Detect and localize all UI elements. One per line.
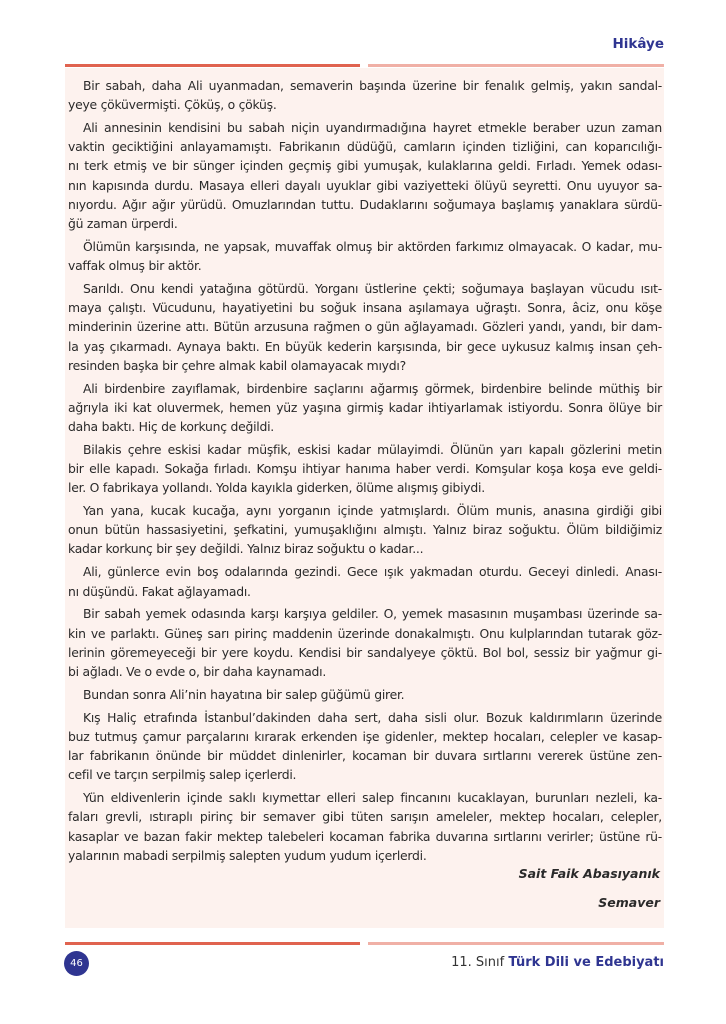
paragraph bbox=[68, 279, 662, 375]
paragraph bbox=[68, 501, 662, 559]
text-line: cefil ve tarçın serpilmiş salep içerlerdi. bbox=[68, 767, 297, 783]
text-line: yeye çöküvermişti. Çöküş, o çöküş. bbox=[68, 97, 277, 113]
text-line: lar fabrikanın önünde bir müddet dinlenirler, kocaman bir duvara sırtlarını vererek üstüne zen- bbox=[68, 748, 662, 764]
header-rule-pink bbox=[368, 64, 664, 67]
text-line: yalarının mabadi serpilmiş salepten yudum yudum içerlerdi. bbox=[68, 847, 427, 863]
text-line: Yün eldivenlerin içinde saklı kıymettar elleri salep fincanını kucaklayan, burunları nezleli, ka- bbox=[83, 790, 662, 806]
story-text bbox=[68, 76, 662, 869]
text-line: Ali, günlerce evin boş odalarında gezindi. Gece ışık yakmadan oturdu. Geceyi dinledi. Anası- bbox=[83, 564, 662, 580]
paragraph bbox=[68, 76, 662, 114]
paragraph bbox=[68, 379, 662, 437]
author-name: Sait Faik Abasıyanık bbox=[518, 866, 660, 881]
text-line: kadar korkunç bir şey değildi. Yalnız biraz soğuktu o kadar... bbox=[68, 541, 424, 557]
paragraph bbox=[68, 604, 662, 681]
text-line: Bir sabah yemek odasında karşı karşıya geldiler. O, yemek masasının muşambası üzerinde sa- bbox=[83, 606, 662, 622]
paragraph bbox=[68, 440, 662, 498]
text-line: maya çalıştı. Vücudunu, hayatiyetini bu soğuk insana aşılamaya uğraştı. Sonra, âciz, onu köşe bbox=[68, 300, 662, 316]
text-line: minderinin üzerine attı. Bütün arzusuna rağmen o gün ağlayamadı. Gözleri yandı, yandı, bir dam- bbox=[68, 319, 662, 335]
footer-rule-pink bbox=[368, 942, 664, 945]
text-line: kin ve parlaktı. Güneş sarı pirinç maddenin üzerinde donakalmıştı. Onu kulplarından tutarak göz- bbox=[68, 625, 662, 641]
paragraph bbox=[68, 708, 662, 785]
text-line: vaktin geciktiğini anlayamamıştı. Fabrikanın düdüğü, camların içinden tizliğini, can koparıcılığı- bbox=[68, 139, 662, 155]
text-line: nı düşündü. Fakat ağlayamadı. bbox=[68, 583, 251, 599]
text-line: Yan yana, kucak kucağa, aynı yorganın içinde yatmışlardı. Ölüm munis, anasına girdiği gibi bbox=[83, 503, 662, 519]
text-line: ağrıyla iki kat oluvermek, hemen yüz yaşına girmiş kadar ihtiyarlamak istiyordu. Sonra ölüye bir bbox=[68, 399, 662, 415]
paragraph bbox=[68, 237, 662, 275]
text-line: nın kapısında durdu. Masaya elleri dayalı uyuklar gibi vaziyetteki ölüyü seyretti. Onu uyuyor sa- bbox=[68, 177, 662, 193]
text-line: Ölümün karşısında, ne yapsak, muvaffak olmuş bir aktörden farkımız olmayacak. O kadar, mu- bbox=[83, 238, 662, 254]
text-line: Ali annesinin kendisini bu sabah niçin uyandırmadığına hayret etmekle beraber uzun zaman bbox=[83, 120, 662, 136]
text-line: faları grevli, ıstıraplı pirinç bir semaver gibi tüten sarışın ameleler, mektep hocaları, celepler, bbox=[68, 809, 662, 825]
header-rule-red bbox=[65, 64, 360, 67]
text-line: Ali birdenbire zayıflamak, birdenbire saçlarını ağarmış görmek, birdenbire belinde müthiş bir bbox=[83, 380, 662, 396]
text-line: buz tutmuş çamur parçalarını kırarak erkenden işe gidenler, mektep hocaları, celepler ve kasap- bbox=[68, 728, 662, 744]
paragraph bbox=[68, 685, 662, 704]
text-line: onun bütün hassasiyetini, şefkatini, yumuşaklığını almıştı. Yalnız biraz soğuktu. Ölüm bildiğimiz bbox=[68, 522, 662, 538]
text-line: nı terk etmiş ve bir sünger içinden geçmiş gibi yumuşak, kulaklarına geldi. Fırladı. Yemek odası- bbox=[68, 158, 662, 174]
text-line: Bilakis çehre eskisi kadar müşfik, eskisi kadar mülayimdi. Ölünün yarı kapalı gözlerini metin bbox=[83, 441, 662, 457]
text-line: vaffak olmuş bir aktör. bbox=[68, 258, 202, 274]
paragraph bbox=[68, 562, 662, 600]
footer-title bbox=[451, 955, 664, 970]
text-line: resinden başka bir çehre almak kabil olamayacak mıydı? bbox=[68, 357, 406, 373]
text-line: daha baktı. Hiç de korkunç değildi. bbox=[68, 418, 274, 434]
text-line: bir elle kapadı. Sokağa fırladı. Komşu ihtiyar hanıma haber verdi. Komşular koşa koşa eve geldi- bbox=[68, 461, 662, 476]
text-line: la yaş çıkarmadı. Aynaya baktı. En büyük kederin karşısında, bir gece uykusuz kalmış insan çeh- bbox=[68, 338, 662, 354]
text-line: ğü zaman ürperdi. bbox=[68, 216, 178, 231]
footer-grade: 11. Sınıf bbox=[451, 955, 505, 970]
text-line: ler. O fabrikaya yollandı. Yolda kayıkla giderken, ölüme alışmış gibiydi. bbox=[68, 480, 485, 496]
section-title: Hikâye bbox=[612, 36, 664, 52]
text-line: nıyordu. Ağır ağır yürüdü. Omuzlarından tuttu. Dudaklarını soğumaya başlamış yanaklara sürdü- bbox=[68, 196, 662, 212]
text-line: Kış Haliç etrafında İstanbul’dakinden daha sert, daha sisli olur. Bozuk kaldırımların üzerinde bbox=[83, 709, 662, 725]
page-number-badge: 46 bbox=[64, 951, 89, 976]
paragraph bbox=[68, 118, 662, 233]
text-line: Bir sabah, daha Ali uyanmadan, semaverin başında üzerine bir fenalık gelmiş, yakın sandal- bbox=[83, 78, 662, 93]
text-line: Sarıldı. Onu kendi yatağına götürdü. Yorganı üstlerine çekti; soğumaya başlayan vücudu ısıt- bbox=[83, 280, 662, 296]
text-line: lerinin göremeyeceği bir yere koydu. Kendisi bir sandalyeye çöktü. Bol bol, sessiz bir yağmur gi- bbox=[68, 644, 662, 660]
paragraph bbox=[68, 788, 662, 865]
work-title: Semaver bbox=[598, 895, 660, 910]
footer-rule-red bbox=[65, 942, 360, 945]
footer-course: Türk Dili ve Edebiyatı bbox=[508, 955, 664, 970]
text-line: bi ağladı. Ve o evde o, bir daha kaynamadı. bbox=[68, 663, 327, 679]
text-line: kasaplar ve bazan fakir mektep talebeleri kocaman fabrika duvarına sırtlarını verirler; üstüne rü- bbox=[68, 828, 662, 844]
text-line: Bundan sonra Ali’nin hayatına bir salep güğümü girer. bbox=[83, 686, 405, 702]
